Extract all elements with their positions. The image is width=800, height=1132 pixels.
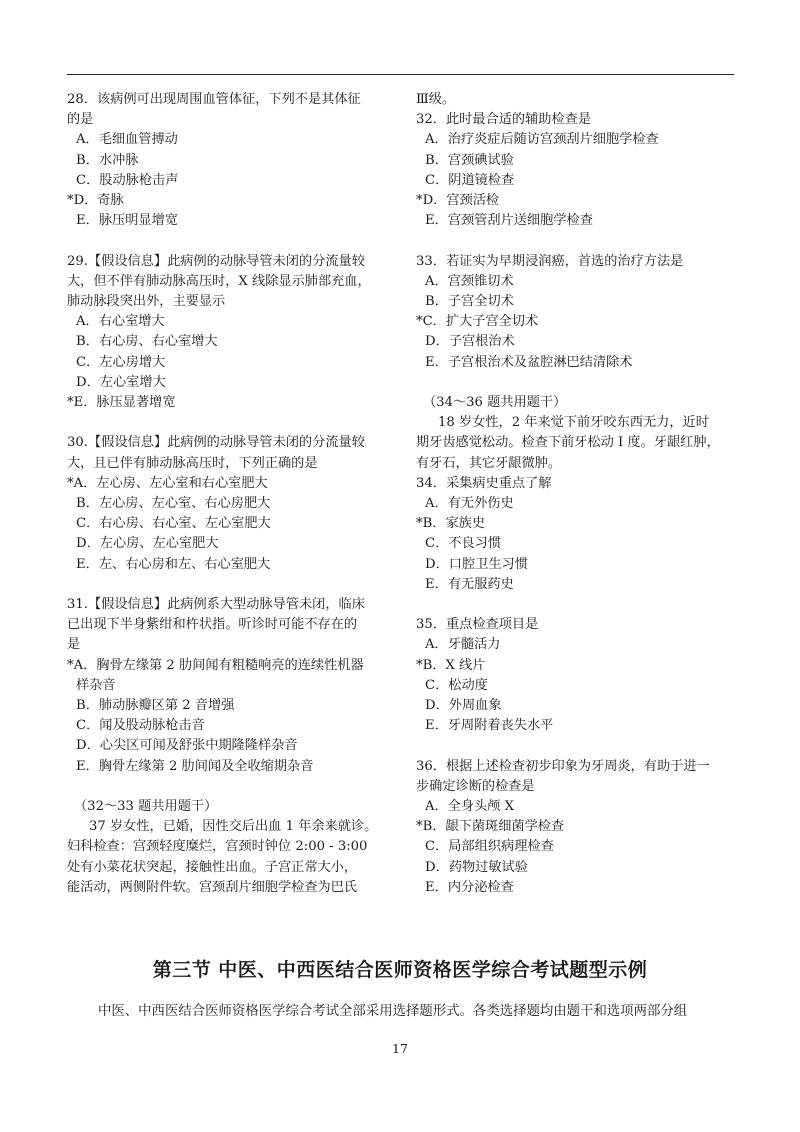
option: C．松动度	[425, 677, 488, 693]
option: A．毛细血管搏动	[76, 132, 178, 148]
header-rule	[67, 74, 734, 75]
intro-paragraph: 中医、中西医结合医师资格医学综合考试全部采用选择题形式。各类选择题均由题干和选项两部分组	[98, 1004, 688, 1019]
question-block	[67, 433, 393, 574]
question-block	[416, 757, 742, 898]
option: D．左心房、左心室肥大	[76, 536, 219, 552]
question-stem: 34．采集病史重点了解	[416, 475, 552, 491]
question-stem: 大，但不伴有肺动脉高压时，X 线除显示肺部充血，	[67, 273, 371, 289]
question-block	[67, 90, 393, 231]
option: C．不良习惯	[425, 536, 502, 552]
option: D．外周血象	[425, 698, 502, 714]
question-stem: 大，且已伴有肺动脉高压时，下列正确的是	[67, 455, 318, 471]
question-stem: 35．重点检查项目是	[416, 617, 539, 633]
question-stem: 31.【假设信息】此病例系大型动脉导管未闭，临床	[67, 597, 365, 613]
answer-option: *E．脉压显著增宽	[67, 395, 176, 411]
group-text-line: 18 岁女性，2 年来觉下前牙咬东西无力，近时	[438, 415, 709, 431]
option: B．肺动脉瓣区第 2 音增强	[76, 698, 235, 714]
option: E．有无服药史	[425, 576, 514, 592]
option: E．宫颈管刮片送细胞学检查	[425, 213, 593, 229]
option: E．内分泌检查	[425, 879, 514, 895]
answer-option: 样杂音	[76, 677, 116, 693]
shared-stem-group	[416, 393, 742, 474]
group-text-line: 能活动，两侧附件软。宫颈刮片细胞学检查为巴氏	[67, 879, 358, 895]
answer-option: *B．龈下菌斑细菌学检查	[416, 819, 565, 835]
option: C．阴道镜检查	[425, 172, 515, 188]
question-block	[67, 595, 393, 777]
group-text-line: 妇科检查：宫颈轻度糜烂，宫颈时钟位 2:00 - 3:00	[67, 839, 368, 855]
option: E．子宫根治术及盆腔淋巴结清除术	[425, 354, 633, 370]
question-stem: 29.【假设信息】此病例的动脉导管未闭的分流量较	[67, 253, 365, 269]
group-text-line: 期牙齿感觉松动。检查下前牙松动 I 度。牙龈红肿，	[416, 435, 720, 451]
shared-stem-group	[67, 797, 393, 898]
question-block	[416, 110, 742, 231]
left-column	[67, 90, 393, 898]
question-stem: 36．根据上述检查初步印象为牙周炎，有助于进一	[416, 758, 710, 774]
question-stem: 肺动脉段突出外，主要显示	[67, 294, 226, 310]
option: D．左心室增大	[76, 374, 166, 390]
option: A．有无外伤史	[425, 496, 514, 512]
question-stem: 28．该病例可出现周围血管体征，下列不是其体征	[67, 92, 361, 107]
question-stem: 30.【假设信息】此病例的动脉导管未闭的分流量较	[67, 435, 365, 451]
section-title: 第三节 中医、中西医结合医师资格医学综合考试题型示例	[152, 959, 648, 981]
option: C．股动脉枪击声	[76, 172, 179, 188]
group-text-line: 有牙石，其它牙龈微肿。	[416, 455, 562, 471]
answer-option: *C．扩大子宫全切术	[416, 314, 539, 330]
continued-text: Ⅲ级。	[416, 92, 456, 107]
option: A．全身头颅 X	[425, 799, 515, 815]
answer-option: *A．左心房、左心室和右心室肥大	[67, 475, 268, 491]
option: D．药物过敏试验	[425, 859, 528, 875]
option: B．左心房、左心室、右心房肥大	[76, 496, 271, 512]
question-stem: 33．若证实为早期浸润癌，首选的治疗方法是	[416, 253, 684, 269]
question-block	[416, 474, 742, 595]
question-stem: 32．此时最合适的辅助检查是	[416, 112, 592, 128]
question-block	[416, 252, 742, 373]
option: D．子宫根治术	[425, 334, 515, 350]
right-column	[416, 90, 742, 898]
option: E．脉压明显增宽	[76, 213, 178, 229]
answer-option: *B．家族史	[416, 516, 486, 532]
group-title: （32～33 题共用题干）	[74, 799, 218, 815]
option: C．右心房、右心室、左心室肥大	[76, 516, 271, 532]
answer-option: *D．宫颈活检	[416, 193, 500, 209]
question-stem: 的是	[67, 112, 94, 128]
question-stem: 是	[67, 637, 81, 653]
page-number: 17	[392, 1041, 408, 1056]
question-block	[416, 615, 742, 736]
option: D．口腔卫生习惯	[425, 556, 528, 572]
option: B．宫颈碘试验	[425, 152, 514, 168]
option: C．局部组织病理检查	[425, 839, 554, 855]
answer-option: *D．奇脉	[67, 193, 124, 209]
option: B．右心房、右心室增大	[76, 334, 218, 350]
option: A．治疗炎症后随访宫颈刮片细胞学检查	[425, 132, 659, 148]
option: D．心尖区可闻及舒张中期隆隆样杂音	[76, 738, 298, 754]
option: E．牙周附着丧失水平	[425, 718, 554, 734]
question-stem: 已出现下半身紫绀和杵状指。听诊时可能不存在的	[67, 617, 358, 633]
option: B．水冲脉	[76, 152, 139, 168]
answer-option: *A．胸骨左缘第 2 肋间闻有粗糙响亮的连续性机器	[67, 657, 364, 673]
option: C．左心房增大	[76, 354, 166, 370]
option: E．胸骨左缘第 2 肋间闻及全收缩期杂音	[76, 758, 314, 774]
option: B．子宫全切术	[425, 294, 514, 310]
question-stem: 步确定诊断的检查是	[416, 778, 535, 794]
group-text-line: 37 岁女性，已婚，因性交后出血 1 年余来就诊。	[89, 819, 378, 835]
option: C．闻及股动脉枪击音	[76, 718, 205, 734]
option: A．右心室增大	[76, 314, 165, 330]
group-text-line: 处有小菜花状突起，接触性出血。子宫正常大小，	[67, 859, 358, 875]
answer-option: *B．X 线片	[416, 657, 486, 673]
question-block	[67, 252, 393, 414]
option: A．宫颈锥切术	[425, 273, 514, 289]
option: E．左、右心房和左、右心室肥大	[76, 556, 271, 572]
option: A．牙髓活力	[425, 637, 501, 653]
group-title: （34～36 题共用题干）	[423, 395, 567, 411]
